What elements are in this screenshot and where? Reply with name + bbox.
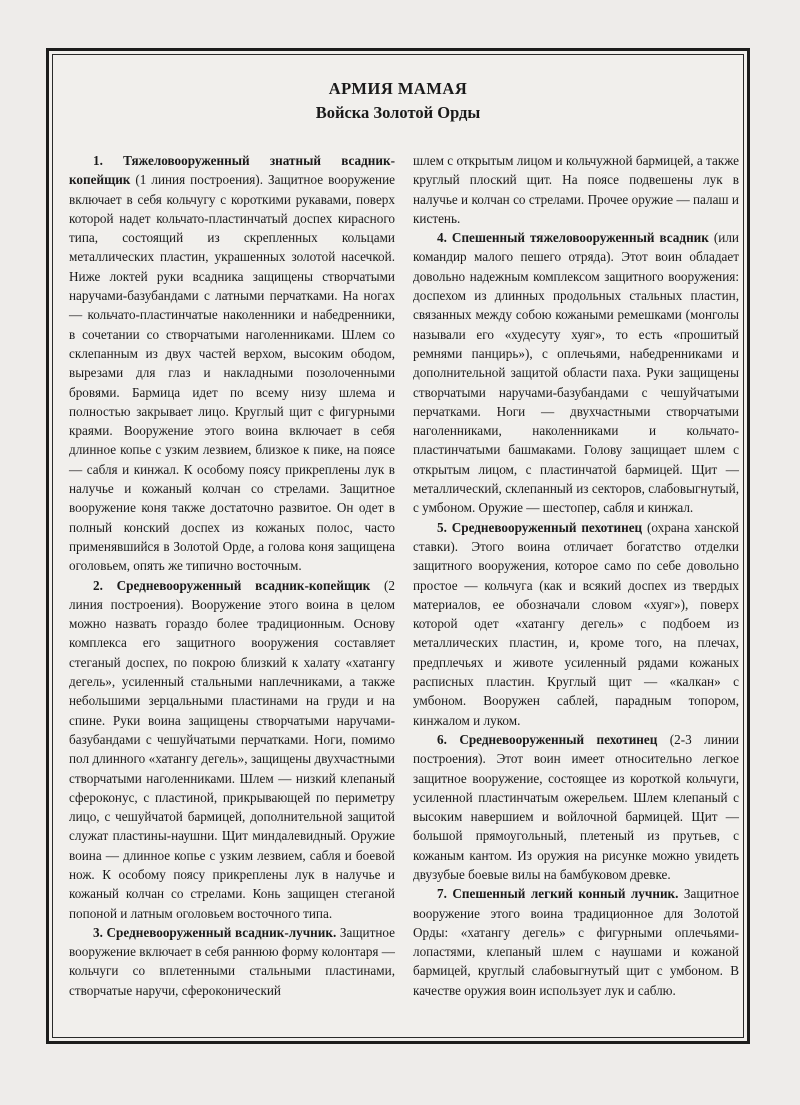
section-5 (413, 518, 739, 730)
page-frame (46, 48, 750, 1044)
section-4-text: (или командир малого пешего отряда). Этот воин обладает довольно надежным комплексом защитного вооружения: доспехом из длинных продольных стальных пластин, связанных между собою кожаными ремешками (монголы называли его «худесуту хуяг», то есть «прошитый ремнями панцирь»), с оплечьями, набедренниками и дополнительной защитой области паха. Руки защищены створчатыми наручами-базубандами с чешуйчатыми перчатками. Ноги — двухчастными створчатыми наголенниками, наколенниками и кольчато-пластинчатыми башмаками. Голову защищает шлем с открытым лицом, с пластинчатой бармицей. Щит — металлический, склепанный из секторов, слабовыгнутый, с умбоном. Оружие — шестопер, сабля и кинжал. (413, 230, 739, 516)
section-6 (413, 730, 739, 884)
left-column (69, 151, 395, 1000)
page-inner-border (52, 54, 744, 1038)
right-column (413, 151, 739, 1000)
page-subtitle: Войска Золотой Орды (315, 103, 481, 122)
section-7-text: Защитное вооружение этого воина традиционное для Золотой Орды: «хатангу дегель» с фигурными оплечьями-лопастями, клепаный шлем с наушами и кожаной бармицей, круглый слабовыгнутый щит с умбоном. В качестве оружия воин использует лук и саблю. (413, 886, 739, 998)
section-4-heading: 4. Спешенный тяжеловооруженный всадник (437, 230, 709, 246)
section-4 (413, 228, 739, 517)
section-3-continuation: шлем с открытым лицом и кольчужной бармицей, а также круглый плоский щит. На поясе подвешены лук в налучье и колчан со стрелами. Прочее оружие — палаш и кистень. (413, 153, 739, 226)
section-2-heading: 2. Средневооруженный всадник-копейщик (93, 577, 371, 593)
page-title: АРМИЯ МАМАЯ (328, 79, 468, 98)
section-5-heading: 5. Средневооруженный пехотинец (437, 519, 643, 535)
section-2 (69, 576, 395, 923)
section-7-heading: 7. Спешенный легкий конный лучник. (437, 886, 679, 902)
section-6-heading: 6. Средневооруженный пехотинец (437, 731, 658, 747)
page-header (53, 79, 743, 123)
section-3-heading: 3. Средневооруженный всадник-лучник. (93, 924, 337, 940)
section-3-text: Защитное вооружение включает в себя раннюю форму колонтаря — кольчуги со вплетенными стальными пластинами, створчатые наручи, сфероконический (69, 924, 395, 998)
section-1-text: (1 линия построения). Защитное вооружение включает в себя кольчугу с короткими рукавами, поверх которой надет кольчато-пластинчатый доспех кирасного типа, состоящий из скрепленных кольцами металлических пластин, украшенных золотой насечкой. Ниже локтей руки всадника защищены створчатыми наручами-базубандами с латными перчатками. На ногах — кольчато-пластинчатые наколенники и набедренники, в сочетании со створчатыми наголенниками. Шлем со склепанным из двух частей верхом, высоким ободом, вырезами для глаз и накладными позолоченными бровями. Бармица идет по всему низу шлема и полностью закрывает лицо. Круглый щит с фигурными краями. Вооружение этого воина включает в себя длинное копье с узким лезвием, близкое к пике, на поясе — сабля и кинжал. К особому поясу прикреплены лук в налучье и кожаный колчан со стрелами. Защитное вооружение коня также достаточно развитое. Он одет в полный конский доспех из кожаных полос, часто применявшийся в Золотой Орде, а голова коня защищена оголовьем, опять же типично восточным. (69, 172, 395, 574)
section-7 (413, 884, 739, 1000)
section-5-text: (охрана ханской ставки). Этого воина отличает богатство отделки защитного вооружения, которое само по себе довольно простое — кольчуга (как и всякий доспех из твердых материалов, ее обозначали словом «хуяг»), поверх которой одет «хатангу дегель» с подбоем из металлических пластин, и, кроме того, на плечах, предплечьях и животе усиленный рядами кожаных расписных пластин. Круглый щит — «калкан» с умбоном. Вооружен саблей, парадным топором, кинжалом и луком. (413, 519, 739, 728)
section-3 (69, 923, 395, 1000)
section-1 (69, 151, 395, 576)
section-1-heading: 1. Тяжеловооруженный знатный всадник-копейщик (69, 153, 395, 188)
section-2-text: (2 линия построения). Вооружение этого воина в целом можно назвать гораздо более традиционным. Основу комплекса его защитного вооружения составляет стеганый доспех, по покрою близкий к халату «хатангу дегель», усиленный стальными наплечниками, а также небольшими зерцальными пластинами на груди и на спине. Руки воина защищены створчатыми наручами-базубандами с чешуйчатыми перчатками. Ноги, помимо пол длинного «хатангу дегель», защищены двухчастными створчатыми наголенниками. Шлем — низкий клепаный сфероконус, с пластиной, прикрывающей по периметру лицо, с чешуйчатой бармицей, дополнительной защитой служат пластины-наушни. Щит миндалевидный. Оружие воина — длинное копье с узким лезвием, сабля и боевой нож. К особому поясу прикреплены лук в налучье и кожаный колчан со стрелами. Конь защищен стеганой попоной и латным оголовьем восточного типа. (69, 577, 395, 921)
section-6-text: (2-3 линии построения). Этот воин имеет относительно легкое защитное вооружение, состоящее из короткой кольчуги, усиленной пластинчатым ожерельем. Шлем клепаный с высоким навершием и войлочной бармицей. Щит — большой прямоугольный, плетеный из прутьев, с кожаным кантом. Из оружия на рисунке можно увидеть двузубые боевые вилы на бамбуковом древке. (413, 731, 739, 882)
